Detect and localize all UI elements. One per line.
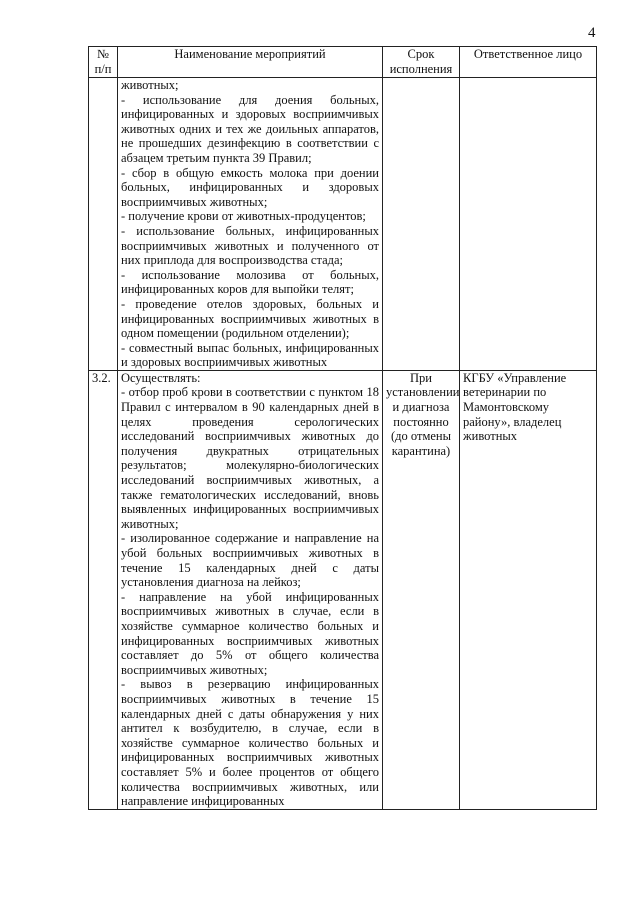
row2-num: 3.2. xyxy=(89,370,118,809)
measure-line: - проведение отелов здоровых, больных и инфицированных восприимчивых животных в одном помещении (родильном отделении); xyxy=(121,296,379,341)
row2-measures xyxy=(118,370,383,809)
measure-line: Осуществлять: xyxy=(121,370,201,385)
measure-line: - сбор в общую емкость молока при доении больных, инфицированных и здоровых восприимчивых животных; xyxy=(121,165,379,209)
measure-line: животных; xyxy=(121,78,179,92)
measure-line: - направление на убой инфицированных восприимчивых животных в случае, если в хозяйстве суммарное количество больных и инфицированных восприимчивых животных составляет до 5% от общего количества восприимчивых животных; xyxy=(121,589,379,677)
table-row xyxy=(89,78,597,371)
row1-measures xyxy=(118,78,383,371)
header-num: № п/п xyxy=(89,47,118,78)
measure-line: - совместный выпас больных, инфицированных и здоровых восприимчивых животных xyxy=(121,340,379,370)
row2-term: При установлении и диагноза постоянно (до отмены карантина) xyxy=(383,370,460,809)
measure-line: - отбор проб крови в соответствии с пунктом 18 Правил с интервалом в 90 календарных дней в целях проведения серологических исследований восприимчивых животных до получения двукратных отрицательных результатов; молекулярно-биологических исследований восприимчивых животных, а также гематологических исследований, вновь выявленных инфицированных восприимчивых животных; xyxy=(121,385,379,531)
header-term: Срок исполнения xyxy=(383,47,460,78)
header-name: Наименование мероприятий xyxy=(118,47,383,78)
measure-line: - использование молозива от больных, инфицированных коров для выпойки телят; xyxy=(121,267,379,297)
row1-term xyxy=(383,78,460,371)
measure-line: - вывоз в резервацию инфицированных восприимчивых животных в течение 15 календарных дней с даты обнаружения у них антител к возбудителю, в случае, если в хозяйстве суммарное количество больных и инфицированных восприимчивых животных составляет 5% и более процентов от общего количества восприимчивых животных, или направление инфицированных xyxy=(121,677,379,809)
row1-responsible xyxy=(460,78,597,371)
measure-line: - изолированное содержание и направление на убой больных восприимчивых животных в течение 15 календарных дней с даты установления диагноза на лейкоз; xyxy=(121,531,379,590)
measures-table xyxy=(88,46,597,810)
measure-line: - использование для доения больных, инфицированных и здоровых восприимчивых животных одних и тех же доильных аппаратов, не прошедших дезинфекцию в соответствии с абзацем третьим пункта 39 Правил; xyxy=(121,92,379,165)
table-row xyxy=(89,370,597,809)
header-responsible: Ответственное лицо xyxy=(460,47,597,78)
page-number: 4 xyxy=(588,25,596,41)
row1-num xyxy=(89,78,118,371)
row2-responsible: КГБУ «Управление ветеринарии по Мамонтовскому району», владелец животных xyxy=(460,370,597,809)
measure-line: - получение крови от животных-продуцентов; xyxy=(121,209,366,224)
table-header-row xyxy=(89,47,597,78)
measure-line: - использование больных, инфицированных восприимчивых животных и полученного от них приплода для воспроизводства стада; xyxy=(121,223,379,268)
